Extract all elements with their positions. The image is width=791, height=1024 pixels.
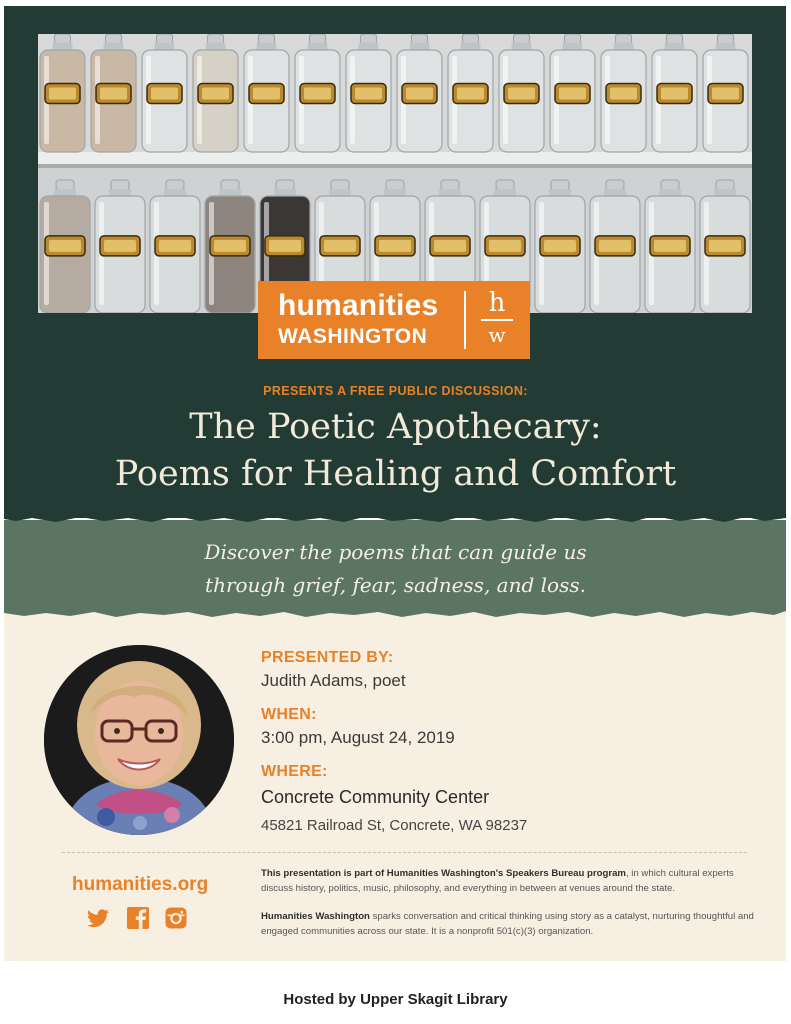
logo-monogram-w: w [488,323,506,347]
apothecary-jar [448,34,493,152]
instagram-icon[interactable] [164,906,188,930]
apothecary-jar [535,180,585,313]
apothecary-jar [550,34,595,152]
event-kicker: PRESENTS A FREE PUBLIC DISCUSSION: [263,384,528,398]
hosted-by: Hosted by Upper Skagit Library [283,991,508,1008]
apothecary-jar [150,180,200,313]
logo-monogram-h: h [488,288,506,318]
logo-word-washington: WASHINGTON [278,325,428,348]
torn-edge-top [4,510,786,524]
twitter-icon[interactable] [86,906,110,930]
apothecary-jar [95,180,145,313]
apothecary-jar [700,180,750,313]
event-tagline [0,536,791,602]
apothecary-jars-photo [38,34,752,313]
humanities-washington-logo [258,281,530,359]
organization-bold: Humanities Washington [261,911,370,922]
tagline-line-2: through grief, fear, sadness, and loss. [205,573,586,597]
apothecary-jar [601,34,646,152]
event-title-line-1: The Poetic Apothecary: [189,407,602,447]
apothecary-jar [193,34,238,152]
event-title-line-2: Poems for Healing and Comfort [114,454,677,494]
apothecary-jar [244,34,289,152]
logo-monogram [476,289,518,351]
apothecary-jar [295,34,340,152]
organization-rest: sparks conversation and critical thinking using story as a catalyst, nurturing thoughtful and engaged communities across our state. It is a nonprofit 501(c)(3) organization. [261,911,754,937]
apothecary-jar [40,34,85,152]
tagline-line-1: Discover the poems that can guide us [204,540,587,564]
logo-divider [464,291,466,349]
logo-word-humanities: humanities [278,289,439,322]
organization-paragraph [261,909,761,939]
dashed-divider [62,852,747,853]
when-label: WHEN: [261,706,317,723]
venue-address: 45821 Railroad St, Concrete, WA 98237 [261,817,528,834]
speakers-bureau-rest: , in which cultural experts discuss history, politics, music, philosophy, and everything in between at venues around the state. [261,868,734,894]
apothecary-jar [91,34,136,152]
speakers-bureau-bold: This presentation is part of Humanities Washington's Speakers Bureau program [261,868,626,879]
speakers-bureau-paragraph [261,866,761,896]
apothecary-jar [645,180,695,313]
apothecary-jar [590,180,640,313]
apothecary-jar [205,180,255,313]
website-link[interactable]: humanities.org [72,874,209,895]
apothecary-jar [397,34,442,152]
apothecary-jar [652,34,697,152]
where-label: WHERE: [261,763,328,780]
apothecary-jar [703,34,748,152]
speaker-portrait [44,645,234,835]
event-datetime: 3:00 pm, August 24, 2019 [261,728,455,747]
venue-name: Concrete Community Center [261,787,490,807]
facebook-icon[interactable] [126,906,150,930]
apothecary-jar [499,34,544,152]
logo-monogram-bar [481,319,513,321]
apothecary-jar [346,34,391,152]
apothecary-jar [142,34,187,152]
presenter-name: Judith Adams, poet [261,671,406,690]
torn-edge-bottom [4,611,786,625]
apothecary-jar [40,180,90,313]
event-title [0,404,791,498]
presented-by-label: PRESENTED BY: [261,649,394,666]
